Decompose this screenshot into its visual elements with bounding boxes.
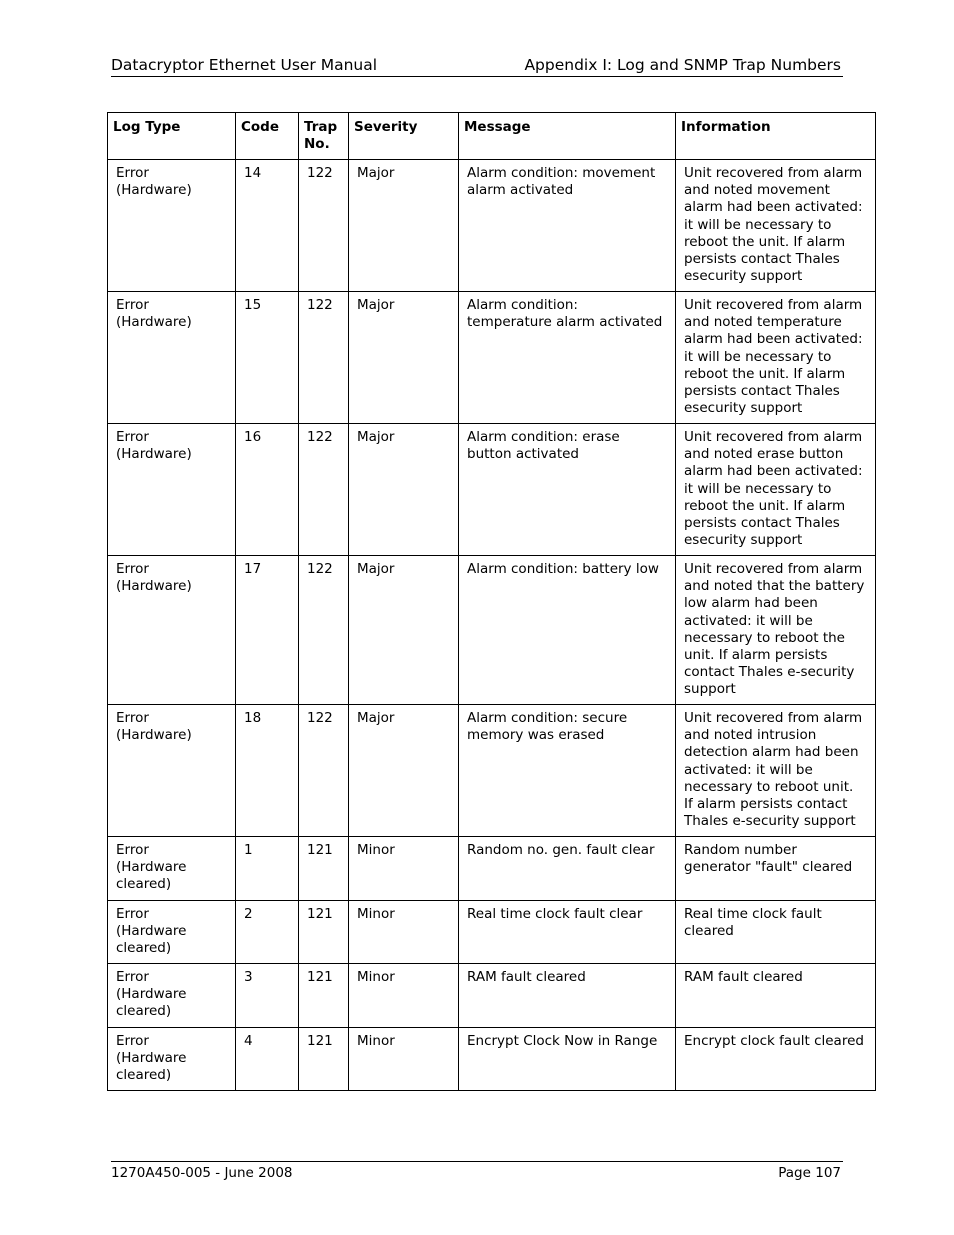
table-row [108,901,876,964]
manual-title: Datacryptor Ethernet User Manual [111,56,378,74]
message-cell: Alarm condition: temperature alarm activated [459,292,676,424]
page-footer [111,1161,843,1182]
message-cell: Alarm condition: secure memory was erased [459,705,676,837]
information-cell: Real time clock fault cleared [676,901,876,964]
document-number: 1270A450-005 - June 2008 [111,1165,293,1181]
severity-cell: Major [349,292,459,424]
log-type-cell: Error (Hardware) [108,705,236,837]
code-cell: 15 [236,292,299,424]
table-row [108,964,876,1028]
page-number: Page 107 [778,1165,841,1181]
trap-cell: 121 [299,964,349,1028]
log-type-cell: Error (Hardware) [108,424,236,556]
log-type-cell: Error (Hardware cleared) [108,964,236,1028]
column-header-severity: Severity [349,113,459,160]
log-type-cell: Error (Hardware cleared) [108,1028,236,1091]
table-row [108,837,876,901]
message-cell: Alarm condition: battery low [459,556,676,705]
log-type-cell: Error (Hardware cleared) [108,901,236,964]
table-row [108,705,876,837]
trap-cell: 122 [299,160,349,292]
table-row [108,292,876,424]
trap-cell: 122 [299,556,349,705]
table-row [108,160,876,292]
column-header-log-type: Log Type [108,113,236,160]
information-cell: RAM fault cleared [676,964,876,1028]
code-cell: 4 [236,1028,299,1091]
severity-cell: Minor [349,964,459,1028]
code-cell: 2 [236,901,299,964]
severity-cell: Minor [349,901,459,964]
trap-cell: 122 [299,705,349,837]
column-header-information: Information [676,113,876,160]
severity-cell: Minor [349,1028,459,1091]
code-cell: 16 [236,424,299,556]
column-header-trap-no: Trap No. [299,113,349,160]
column-header-code: Code [236,113,299,160]
code-cell: 14 [236,160,299,292]
message-cell: Alarm condition: erase button activated [459,424,676,556]
information-cell: Unit recovered from alarm and noted intrusion detection alarm had been activated: it will be necessary to reboot unit. If alarm persists contact Thales e-security support [676,705,876,837]
information-cell: Random number generator "fault" cleared [676,837,876,901]
message-cell: Random no. gen. fault clear [459,837,676,901]
code-cell: 3 [236,964,299,1028]
log-type-cell: Error (Hardware cleared) [108,837,236,901]
table-row [108,424,876,556]
trap-cell: 122 [299,292,349,424]
severity-cell: Major [349,160,459,292]
message-cell: Real time clock fault clear [459,901,676,964]
trap-cell: 122 [299,424,349,556]
information-cell: Unit recovered from alarm and noted temperature alarm had been activated: it will be necessary to reboot the unit. If alarm persists contact Thales esecurity support [676,292,876,424]
information-cell: Encrypt clock fault cleared [676,1028,876,1091]
log-type-cell: Error (Hardware) [108,556,236,705]
severity-cell: Major [349,705,459,837]
trap-cell: 121 [299,901,349,964]
trap-cell: 121 [299,1028,349,1091]
trap-cell: 121 [299,837,349,901]
log-trap-table [107,112,876,1091]
log-type-cell: Error (Hardware) [108,292,236,424]
column-header-message: Message [459,113,676,160]
section-title: Appendix I: Log and SNMP Trap Numbers [524,56,841,74]
page-header [111,56,843,77]
log-type-cell: Error (Hardware) [108,160,236,292]
message-cell: Alarm condition: movement alarm activated [459,160,676,292]
code-cell: 18 [236,705,299,837]
information-cell: Unit recovered from alarm and noted movement alarm had been activated: it will be necessary to reboot the unit. If alarm persists contact Thales esecurity support [676,160,876,292]
information-cell: Unit recovered from alarm and noted erase button alarm had been activated: it will be necessary to reboot the unit. If alarm persists contact Thales esecurity support [676,424,876,556]
information-cell: Unit recovered from alarm and noted that the battery low alarm had been activated: it will be necessary to reboot the unit. If alarm persists contact Thales e-security support [676,556,876,705]
code-cell: 17 [236,556,299,705]
severity-cell: Minor [349,837,459,901]
table-header-row [108,113,876,160]
table-row [108,1028,876,1091]
severity-cell: Major [349,556,459,705]
severity-cell: Major [349,424,459,556]
message-cell: RAM fault cleared [459,964,676,1028]
message-cell: Encrypt Clock Now in Range [459,1028,676,1091]
table-row [108,556,876,705]
code-cell: 1 [236,837,299,901]
